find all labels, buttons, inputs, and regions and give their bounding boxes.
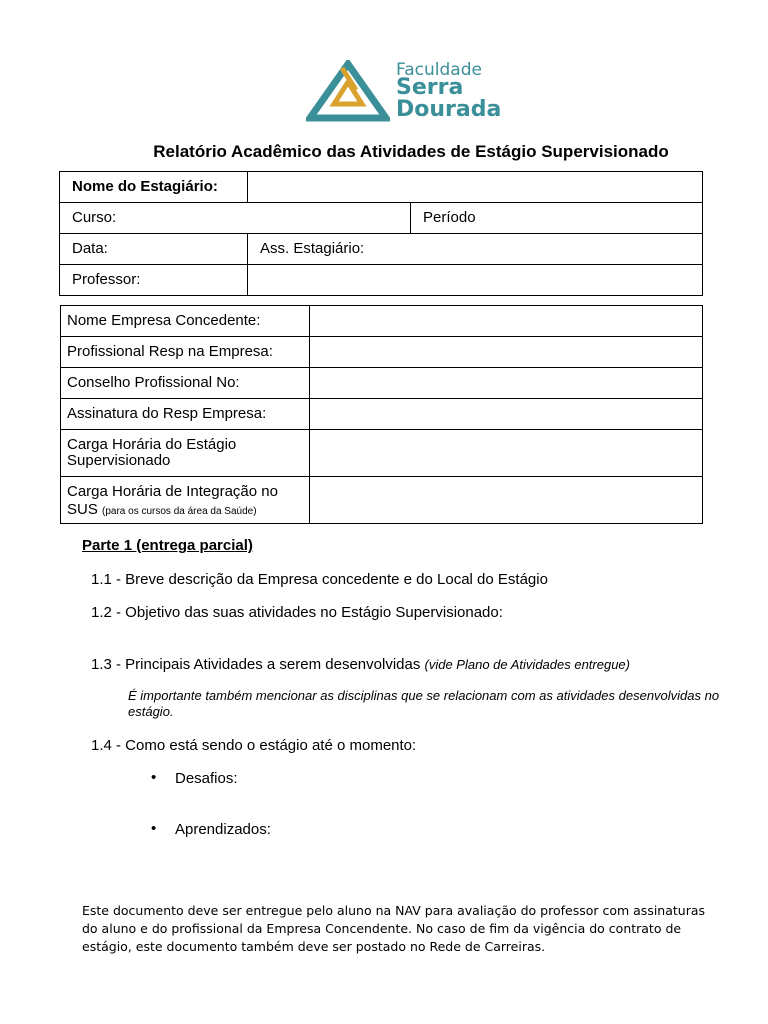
bullet-learnings [151, 820, 271, 838]
company-responsible-field[interactable] [310, 337, 703, 368]
student-name-label: Nome do Estagiário: [60, 172, 248, 203]
student-signature-label: Ass. Estagiário: [248, 234, 703, 265]
company-name-label: Nome Empresa Concedente: [61, 306, 310, 337]
company-responsible-label: Profissional Resp na Empresa: [61, 337, 310, 368]
item-1-1: 1.1 - Breve descrição da Empresa concedente e do Local do Estágio [91, 571, 548, 588]
company-info-table [60, 305, 703, 524]
professor-field[interactable] [248, 265, 703, 296]
footer-note: Este documento deve ser entregue pelo aluno na NAV para avaliação do professor com assinaturas do aluno e do profissional da Empresa Concendente. No caso de fim da vigência do contrato de estágio, este documento também deve ser postado no Rede de Carreiras. [82, 903, 706, 954]
item-1-3-note: (vide Plano de Atividades entregue) [424, 657, 630, 672]
sus-hours-label: Carga Horária de Integração no SUS [67, 483, 278, 518]
company-signature-field[interactable] [310, 399, 703, 430]
student-name-field[interactable] [248, 172, 703, 203]
sus-hours-field[interactable] [310, 477, 703, 524]
sus-hours-cell [61, 477, 310, 524]
student-info-table [59, 171, 703, 296]
item-1-3-text: 1.3 - Principais Atividades a serem desenvolvidas [91, 656, 421, 673]
course-label: Curso: [60, 203, 411, 234]
item-1-4: 1.4 - Como está sendo o estágio até o momento: [91, 737, 417, 754]
document-title: Relatório Acadêmico das Atividades de Estágio Supervisionado [153, 142, 669, 161]
logo-text-dourada: Dourada [396, 97, 502, 122]
logo-triangle-icon [306, 60, 390, 122]
bullet-learnings-label: Aprendizados: [175, 821, 271, 838]
bullet-challenges [151, 769, 238, 787]
bullet-challenges-label: Desafios: [175, 770, 238, 787]
bullet-dot-icon: • [151, 769, 157, 786]
faculdade-logo [300, 44, 510, 126]
item-1-2: 1.2 - Objetivo das suas atividades no Estágio Supervisionado: [91, 604, 503, 621]
internship-hours-label: Carga Horária do Estágio Supervisionado [61, 430, 310, 477]
part1-heading: Parte 1 (entrega parcial) [82, 537, 253, 554]
bullet-dot-icon: • [151, 820, 157, 837]
council-number-label: Conselho Profissional No: [61, 368, 310, 399]
item-1-3 [91, 656, 630, 673]
company-name-field[interactable] [310, 306, 703, 337]
logo-text-faculdade: Faculdade [396, 60, 482, 80]
sus-hours-note: (para os cursos da área da Saúde) [102, 506, 257, 517]
council-number-field[interactable] [310, 368, 703, 399]
logo-text-serra: Serra [396, 75, 464, 100]
professor-label: Professor: [60, 265, 248, 296]
company-signature-label: Assinatura do Resp Empresa: [61, 399, 310, 430]
item-1-3-hint: É importante também mencionar as disciplinas que se relacionam com as atividades desenvolvidas no estágio. [128, 688, 720, 719]
internship-hours-field[interactable] [310, 430, 703, 477]
date-label: Data: [60, 234, 248, 265]
period-label: Período [411, 203, 703, 234]
